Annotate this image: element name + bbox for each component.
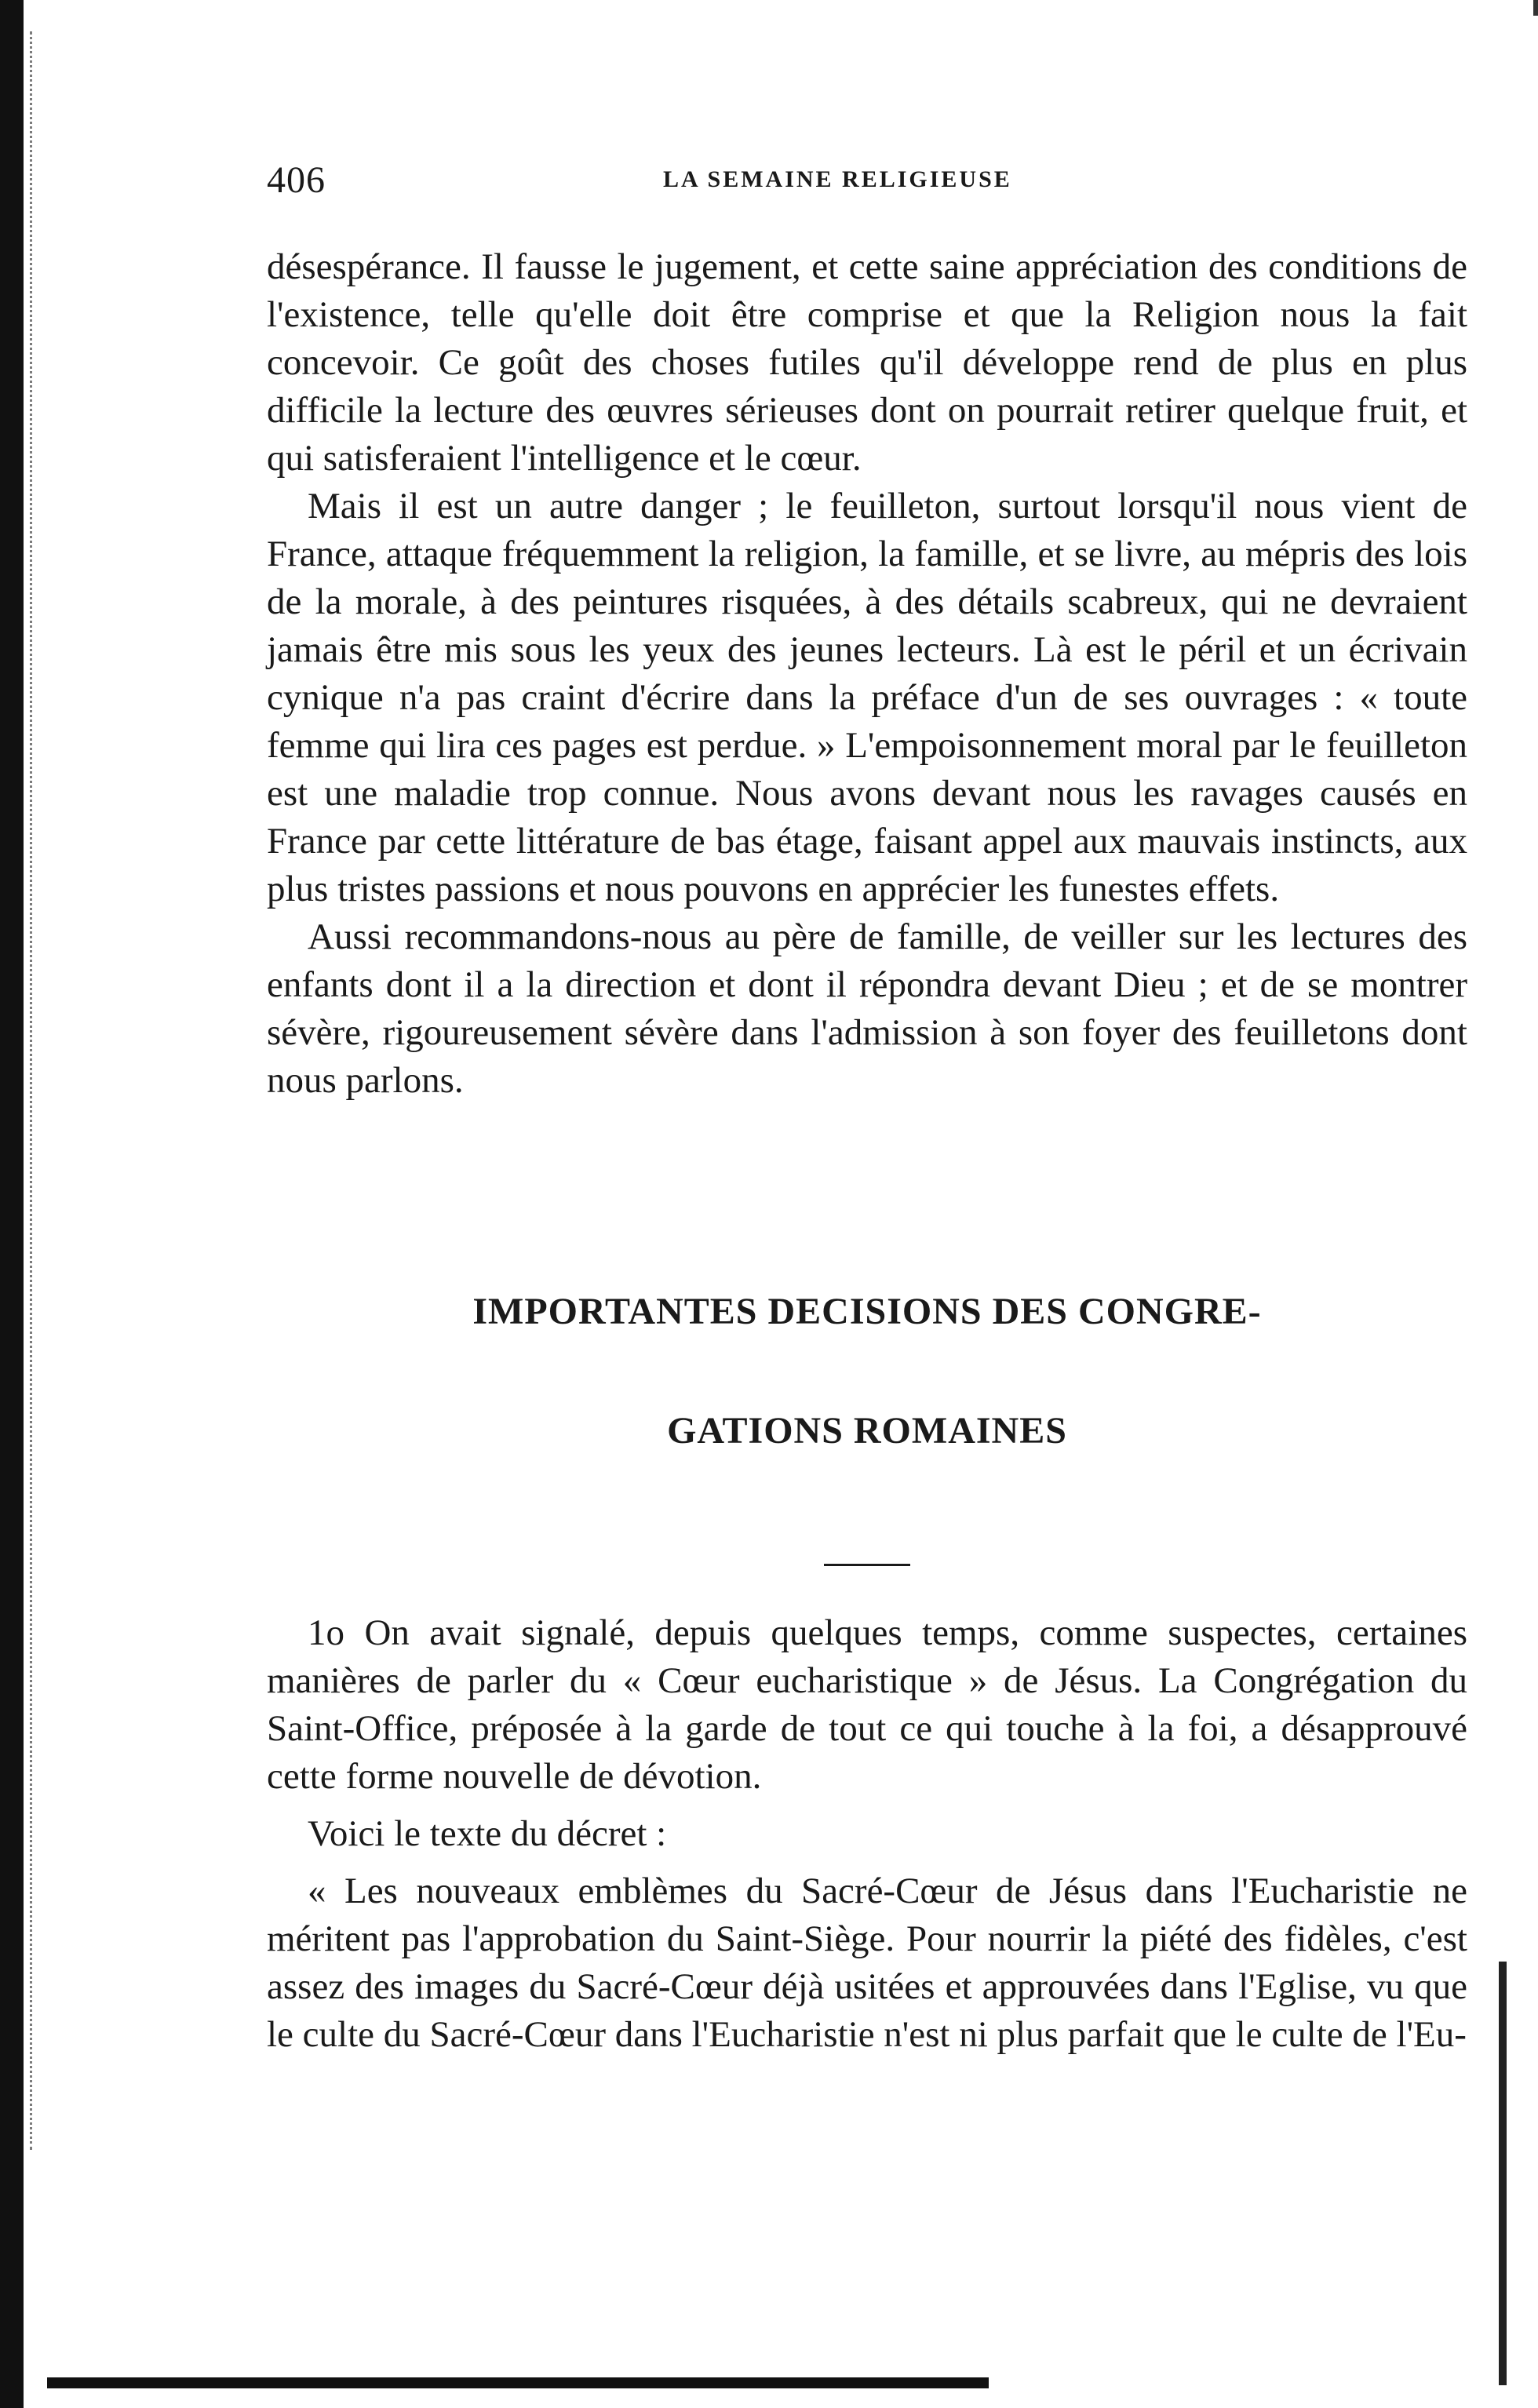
- section-heading: [267, 1222, 1467, 1521]
- scan-left-dotted-margin: [30, 31, 35, 2150]
- scan-bottom-edge: [47, 2377, 989, 2388]
- page-number: 406: [267, 159, 326, 201]
- paragraph-decree-quote: « Les nouveaux emblèmes du Sacré-Cœur de Jésus dans l'Eucharistie ne méritent pas l'approbation du Saint-Siège. Pour nourrir la piété des fidèles, c'est assez des images du Sacré-Cœur déjà usitées et approuvées dans l'Eglise, vu que le culte du Sacré-Cœur dans l'Eucharistie n'est ni plus parfait que le culte de l'Eu-: [267, 1871, 1467, 2055]
- running-title: LA SEMAINE RELIGIEUSE: [663, 166, 1012, 192]
- paragraph-decree-intro: Voici le texte du décret :: [308, 1813, 667, 1854]
- scan-top-right-mark: [1533, 0, 1538, 16]
- running-head: [267, 149, 1467, 212]
- paragraph-first-decision: 1o On avait signalé, depuis quelques temps, comme suspectes, certaines manières de parler du « Cœur eucharistique » de Jésus. La Congrégation du Saint-Office, préposée à la garde de tout ce qui touche à la foi, a désapprouvé cette forme nouvelle de dévotion.: [267, 1612, 1467, 1797]
- paragraph-recommendation: Aussi recommandons-nous au père de famille, de veiller sur les lectures des enfants dont il a la direction et dont il répondra devant Dieu ; et de se montrer sévère, rigoureusement sévère dans l'admission à son foyer des feuilletons dont nous parlons.: [267, 916, 1467, 1101]
- section-heading-line-1: IMPORTANTES DECISIONS DES CONGRE-: [472, 1291, 1262, 1332]
- paragraph-continuation: désespérance. Il fausse le jugement, et cette saine appréciation des conditions de l'existence, telle qu'elle doit être comprise et que la Religion nous la fait concevoir. Ce goût des choses futiles qu'il développe rend de plus en plus difficile la lecture des œuvres sérieuses dont on pourrait retirer quelque fruit, et qui satisferaient l'intelligence et le cœur.: [267, 246, 1467, 479]
- section-body: [267, 1609, 1467, 2059]
- book-page: [267, 149, 1467, 2059]
- section-rule: [824, 1564, 910, 1566]
- scan-left-edge: [0, 0, 24, 2408]
- scan-right-edge: [1499, 1962, 1507, 2385]
- section-heading-line-2: GATIONS ROMAINES: [667, 1410, 1067, 1452]
- paragraph-feuilleton-danger: Mais il est un autre danger ; le feuilleton, surtout lorsqu'il nous vient de France, attaque fréquemment la religion, la famille, et se livre, au mépris des lois de la morale, à des peintures risquées, à des détails scabreux, qui ne devraient jamais être mis sous les yeux des jeunes lecteurs. Là est le péril et un écrivain cynique n'a pas craint d'écrire dans la préface d'un de ses ouvrages : « toute femme qui lira ces pages est perdue. » L'empoisonnement moral par le feuilleton est une maladie trop connue. Nous avons devant nous les ravages causés en France par cette littérature de bas étage, faisant appel aux mauvais instincts, aux plus tristes passions et nous pouvons en apprécier les funestes effets.: [267, 486, 1467, 909]
